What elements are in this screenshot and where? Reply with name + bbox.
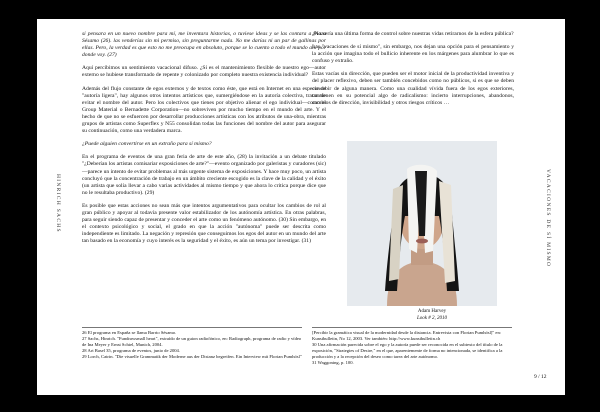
photo-caption — [392, 309, 472, 322]
footnote: 26 El programa en España se llama Barrio Sésamo. — [82, 330, 177, 335]
section-question: ¿Puede alguien convertirse en un extraño para sí mismo? — [82, 141, 212, 148]
paragraph: Las "vacaciones de sí mismo", sin embargo, nos dejan una opción para el pensamiento y la acción que imagina todo el bullicio inherente en los márgenes para alumbrar lo que es confuso y extraño. — [312, 44, 514, 65]
right-running-head — [545, 169, 555, 289]
footnote: 28 Art Basel 35, programa de eventos, junio de 2004. — [82, 348, 180, 353]
paragraph: En el programa de eventos de una gran feria de arte de este año, (28) la invitación a un debate titulado "¿Deberían los artistas comisariar exposiciones de arte?"—evento organizado por galeristas y curadores (sic)—parece un intento de evitar problemas al más urgente sistema de exposiciones. Y hace muy poco, un artista concluyó que la concentración de trabajo en un ámbito creciente escogido es la clave de la calidad y el éxito (un artista que solía llevar a cabo varias actividades al mismo tiempo y que ahora lo critica porque dice que no le resultaba productivo). (29) — [82, 154, 326, 196]
book-spread — [37, 19, 565, 395]
left-running-head — [55, 174, 65, 284]
caption-work: Look # 2, 2010 — [417, 315, 447, 321]
paragraph: Es posible que estas acciones no sean más que intentos argumentativos para ocultar los cambios de rol al gran público y apoyar al todavía presente valor estabilizador de los autónomía artística. En otras palabras, para seguir siendo capaz de presentar y conceder el arte como un fenómeno autónomo. (30) Sin embargo, en el contexto psicológico y social, el grado en que la acción "autónoma" puede ser descrita como independiente es limitado. La negación y represión que conseguimos los egos del autor en un mundo del arte tan basado en la economía y cuyo interés es la seguridad y el éxito, es aún un tema por investigar. (31) — [82, 202, 326, 245]
footnote: [Percibir la gramática visual de la modernidad desde la distancia. Entrevista con Florian Pumhösl]" en: Kunstbulletin, No 12, 2003. Ver también: http://www.kunstbulletin.ch — [312, 330, 502, 341]
paragraph: si pensara en un nuevo nombre para mí, me inventara historias, o tuviese ideas y se las contara a Plaza Sésamo (26). las venderías sin mi permiso, sin preguntarme nada. No me darías ni un par de gallinas por ellas. Pero, la verdad es que esto no me preocupa en absoluto, porque se lo cuento a todo el mundo allí por donde voy. (27) — [82, 31, 326, 59]
footnote-rule — [312, 327, 512, 328]
caption-artist: Adam Harvey — [417, 309, 447, 314]
paragraph: Aquí percibimos un sentimiento vacacional difuso. ¿Sí es el mantenimiento flexible de nuestro ego—autor externo se hubiese transformado de repente y colonizado por completo nuestra existencia individual? — [82, 65, 326, 79]
paragraph: Además del flujo constante de egos externos y de textos como éste, que está en Internet en una especie de "autoría ligera", hay algunos otros intentos artísticos que, sumergiéndose en la autoría colectiva, tratan de evitar el nombre del autor. Pero los colectivos que tienes por objetivo alienar el ego individual—como el Group Material o Bernadette Corporation—no sobreviven por mucho tiempo en el mundo del arte. Y el hecho de que no se esfuercen por desarrollar producciones artísticas con los atributos de una-obra, mientras grupos de artistas como Superflex y N55 consolidan todas las funciones del nombre del autor para asegurar su continuación, como una verdadera marca. — [82, 85, 326, 135]
paragraph: ¿No sería una última forma de control sobre nuestras vidas retirarnos de la esfera pública? — [312, 31, 514, 37]
footnote: 30 Una afirmación parecida sobre el ego y la autoría puede ser reconocida en el subtexto del título de la exposición, "Strategies of Desire," en el que, aparentemente de forma no intencionada, se identifica a la producción y a la recepción del deseo como tarea del arte autónomo. — [312, 342, 503, 359]
right-footnotes — [312, 327, 512, 366]
paragraph: Estas vacías sin dirección, que pueden ser el motor inicial de la productividad inventiva y del placer reflexivo, deben ser también concebidos como no públicos, si es que se deben concebir de alguna manera. Como una cualidad vívida fuera de los egos exteriores, contienen en su potencial algo de radicalismo: incierto interrupciones, abandonos, cambios de dirección, invisibilidad y otros riesgos críticos … — [312, 71, 514, 106]
left-footnotes — [82, 327, 302, 360]
portrait-illustration — [347, 141, 497, 306]
chapter-title: VACACIONES DE SÍ MISMO — [545, 169, 551, 268]
page-number: 9 / 12 — [534, 374, 547, 380]
portrait-photo — [347, 141, 497, 306]
footnote: 31 Waggoning, p. 100. — [312, 360, 354, 365]
right-text-column — [312, 31, 514, 113]
left-text-column — [82, 31, 326, 251]
footnote-rule — [82, 327, 302, 328]
footnote: 27 Sachs, Hinrich. "Fundrawsmall heart", extraído de un guion radiofónico, en: Radiograph, programa de radio y vídeo de Ina Meyer y Ernst Schiel, Munich, 2004. — [82, 336, 302, 347]
footnote: 29 Lorch, Catrin. "Die visuelle Grammatik der Moderne aus der Distanz begreifen. Ein Interview mit Florian Pumhösl" — [82, 354, 302, 359]
author-name: HINRICH SACHS — [55, 174, 61, 233]
